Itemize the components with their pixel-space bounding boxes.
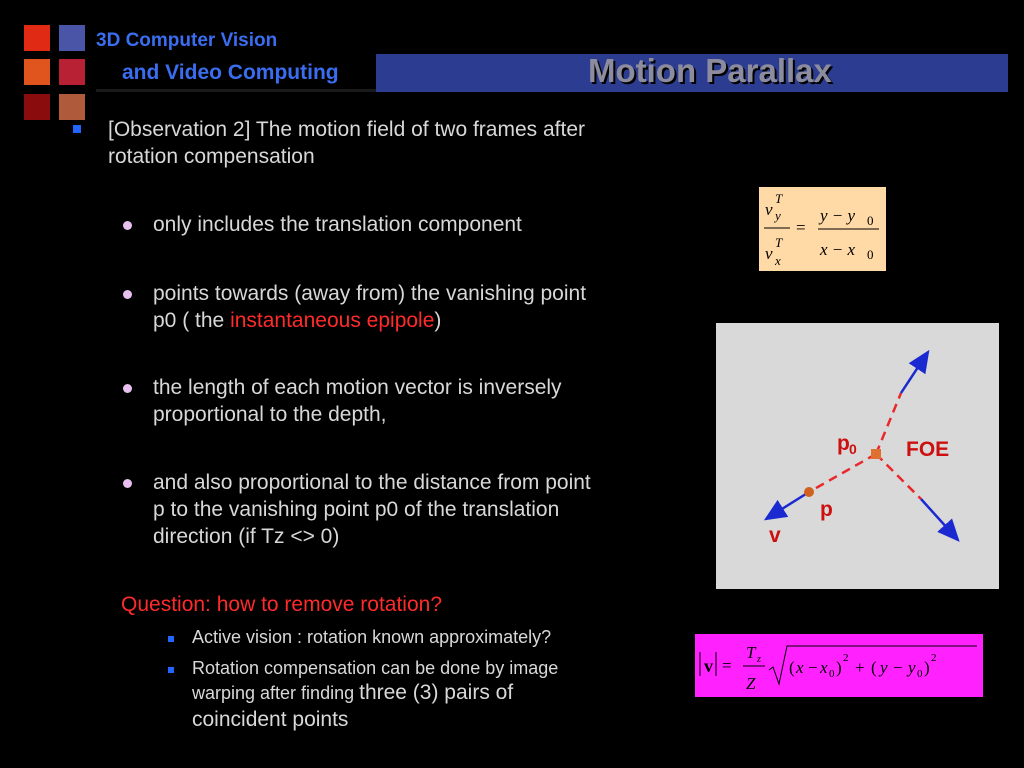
logo-square (59, 25, 85, 51)
course-title-line1: 3D Computer Vision (96, 30, 278, 51)
svg-text:−: − (893, 658, 903, 677)
answer-text: coincident points (192, 708, 349, 731)
svg-text:(: ( (789, 658, 795, 677)
bullet-dot-icon (123, 221, 132, 230)
eq-vy-sup: T (775, 191, 783, 206)
eq-vx-sup: T (775, 235, 783, 250)
eq2-Z: Z (746, 674, 756, 693)
foe-point (871, 449, 881, 459)
motion-diagram (716, 323, 999, 589)
eq2-y0: y (908, 658, 916, 677)
eq2-T: T (746, 643, 756, 662)
sub-bullet-text: only includes the translation component (153, 213, 522, 236)
foe-label: FOE (906, 438, 950, 461)
sub-bullet-text: points towards (away from) the vanishing point (153, 282, 587, 305)
eq2-v: v (704, 656, 713, 676)
p-label: p (820, 498, 833, 521)
main-bullet-line1: [Observation 2] The motion field of two frames after (108, 118, 586, 141)
eq2-x: x (796, 658, 804, 677)
sub-bullet-text: p0 ( the instantaneous epipole) (153, 309, 442, 332)
sub-bullet-text: p to the vanishing point p0 of the translation (153, 498, 560, 521)
bullet-square-icon (168, 636, 174, 642)
svg-text:=: = (722, 656, 732, 675)
equation-ratio-svg (759, 187, 886, 271)
dashed-ray (876, 393, 901, 454)
logo-square (24, 59, 50, 85)
motion-vector-arrow (921, 499, 958, 540)
bullet-dot-icon (123, 479, 132, 488)
epipole-highlight: instantaneous epipole (230, 309, 435, 332)
logo-square (24, 25, 50, 51)
answer-text: warping after finding three (3) pairs of (192, 681, 514, 704)
divider (96, 89, 376, 92)
svg-text:+: + (855, 658, 865, 677)
motion-vector-arrow (901, 352, 928, 393)
sub-bullet-text: and also proportional to the distance from point (153, 471, 591, 494)
eq-vx: v (765, 244, 773, 263)
motion-vector-arrow (766, 492, 809, 519)
p0-sub-label: 0 (849, 441, 857, 457)
eq2-sq2: 2 (931, 652, 937, 664)
sub-bullet-text: proportional to the depth, (153, 403, 387, 426)
bullet-square-icon (168, 667, 174, 673)
slide-title: Motion Parallax (588, 52, 832, 89)
question-text: Question: how to remove rotation? (121, 593, 443, 616)
equation-ratio (759, 187, 886, 271)
eq2-y: y (880, 658, 888, 677)
logo-square (59, 94, 85, 120)
svg-text:(: ( (871, 658, 877, 677)
bullet-dot-icon (123, 290, 132, 299)
equation-magnitude (695, 634, 983, 697)
eq2-y0-sub: 0 (917, 668, 923, 680)
sub-bullet-text: the length of each motion vector is inversely (153, 376, 562, 399)
eq2-sq1: 2 (843, 652, 849, 664)
dashed-ray (809, 454, 876, 492)
point-p (804, 487, 814, 497)
eq2-z: z (757, 654, 761, 665)
eq2-x0: x (820, 658, 828, 677)
svg-text:=: = (796, 218, 806, 237)
motion-diagram-svg (716, 323, 999, 589)
svg-text:): ) (924, 658, 930, 677)
eq-vy-sub: y (775, 208, 781, 223)
eq-num: y − y (820, 206, 856, 225)
eq-vy: v (765, 200, 773, 219)
eq-den-sub: 0 (867, 247, 874, 262)
eq-num-sub: 0 (867, 213, 874, 228)
p0-label: p (837, 432, 850, 455)
answer-text: Rotation compensation can be done by image (192, 658, 559, 678)
bullet-square-icon (73, 125, 81, 133)
main-bullet-line2: rotation compensation (108, 145, 315, 168)
eq-den: x − x (820, 240, 856, 259)
logo-square (24, 94, 50, 120)
eq2-x0-sub: 0 (829, 668, 835, 680)
equation-magnitude-svg (695, 634, 983, 697)
svg-text:): ) (836, 658, 842, 677)
svg-text:−: − (808, 658, 818, 677)
eq-vx-sub: x (775, 253, 781, 268)
bullet-dot-icon (123, 384, 132, 393)
v-label: v (769, 524, 781, 547)
sub-bullet-text: direction (if Tz <> 0) (153, 525, 340, 548)
logo-square (59, 59, 85, 85)
course-title-line2: and Video Computing (122, 61, 339, 84)
answer-text: Active vision : rotation known approximately? (192, 627, 552, 647)
